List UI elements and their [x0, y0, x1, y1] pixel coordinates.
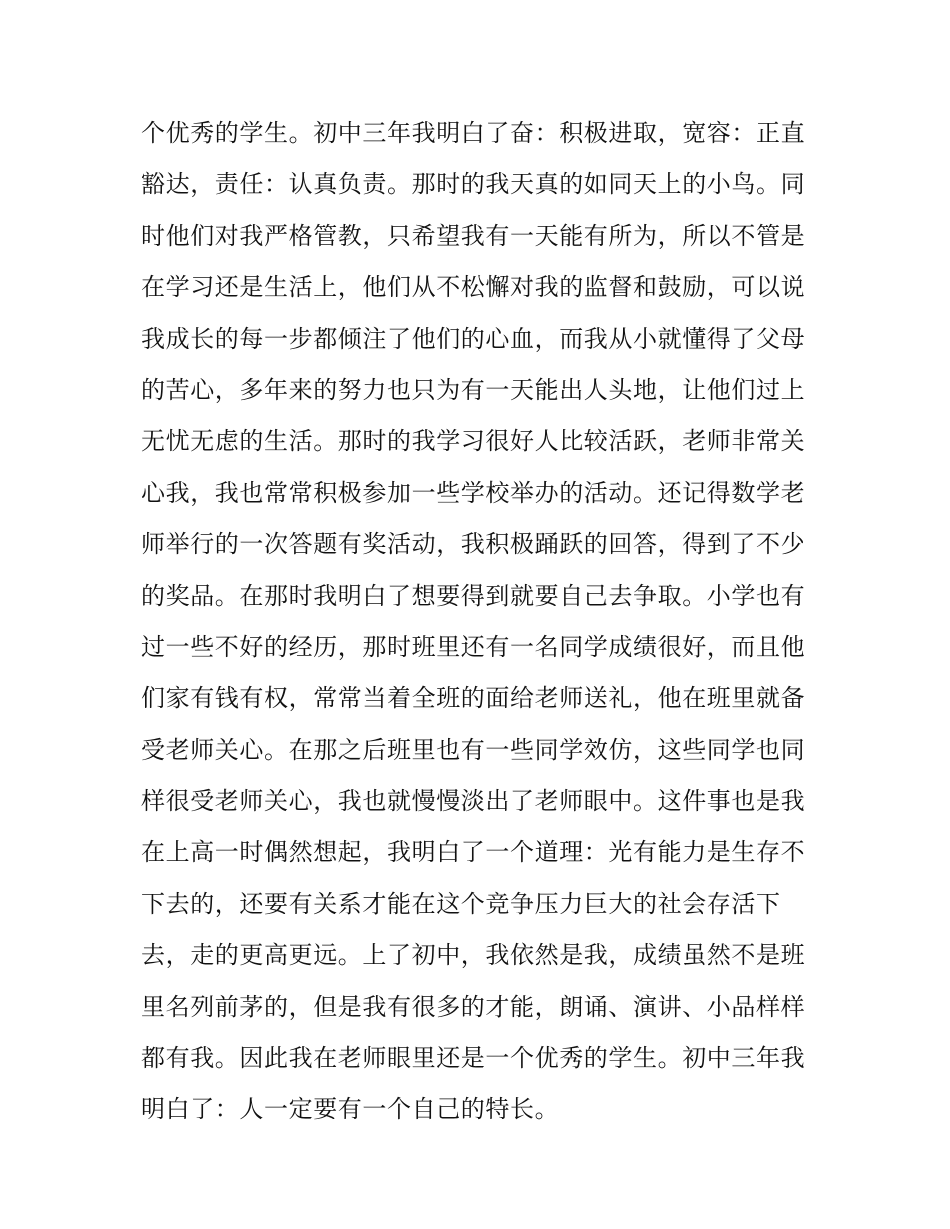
text-line: 受老师关心。在那之后班里也有一些同学效仿，这些同学也同 — [141, 735, 806, 764]
text-line: 的苦心，多年来的努力也只为有一天能出人头地，让他们过上 — [141, 375, 806, 404]
text-line: 过一些不好的经历，那时班里还有一名同学成绩很好，而且他 — [141, 632, 806, 661]
text-line: 明白了：人一定要有一个自己的特长。 — [141, 1095, 560, 1124]
text-line: 都有我。因此我在老师眼里还是一个优秀的学生。初中三年我 — [141, 1044, 806, 1073]
text-line: 我成长的每一步都倾注了他们的心血，而我从小就懂得了父母 — [141, 324, 806, 353]
text-line: 去，走的更高更远。上了初中，我依然是我，成绩虽然不是班 — [141, 941, 806, 970]
text-line: 在学习还是生活上，他们从不松懈对我的监督和鼓励，可以说 — [141, 273, 806, 302]
text-line: 豁达，责任：认真负责。那时的我天真的如同天上的小鸟。同 — [141, 170, 806, 199]
text-line: 师举行的一次答题有奖活动，我积极踊跃的回答，得到了不少 — [141, 530, 806, 559]
body-paragraph — [141, 108, 821, 1136]
text-line: 里名列前茅的，但是我有很多的才能，朗诵、演讲、小品样样 — [141, 992, 806, 1021]
text-line: 在上高一时偶然想起，我明白了一个道理：光有能力是生存不 — [141, 838, 806, 867]
text-line: 样很受老师关心，我也就慢慢淡出了老师眼中。这件事也是我 — [141, 787, 806, 816]
text-line: 个优秀的学生。初中三年我明白了奋：积极进取，宽容：正直 — [141, 119, 806, 147]
text-line: 下去的，还要有关系才能在这个竞争压力巨大的社会存活下 — [141, 889, 781, 918]
text-line: 时他们对我严格管教，只希望我有一天能有所为，所以不管是 — [141, 221, 806, 250]
text-line: 们家有钱有权，常常当着全班的面给老师送礼，他在班里就备 — [141, 684, 806, 713]
text-line: 无忧无虑的生活。那时的我学习很好人比较活跃，老师非常关 — [141, 427, 806, 456]
text-line: 心我，我也常常积极参加一些学校举办的活动。还记得数学老 — [141, 478, 806, 507]
text-line: 的奖品。在那时我明白了想要得到就要自己去争取。小学也有 — [141, 581, 806, 610]
